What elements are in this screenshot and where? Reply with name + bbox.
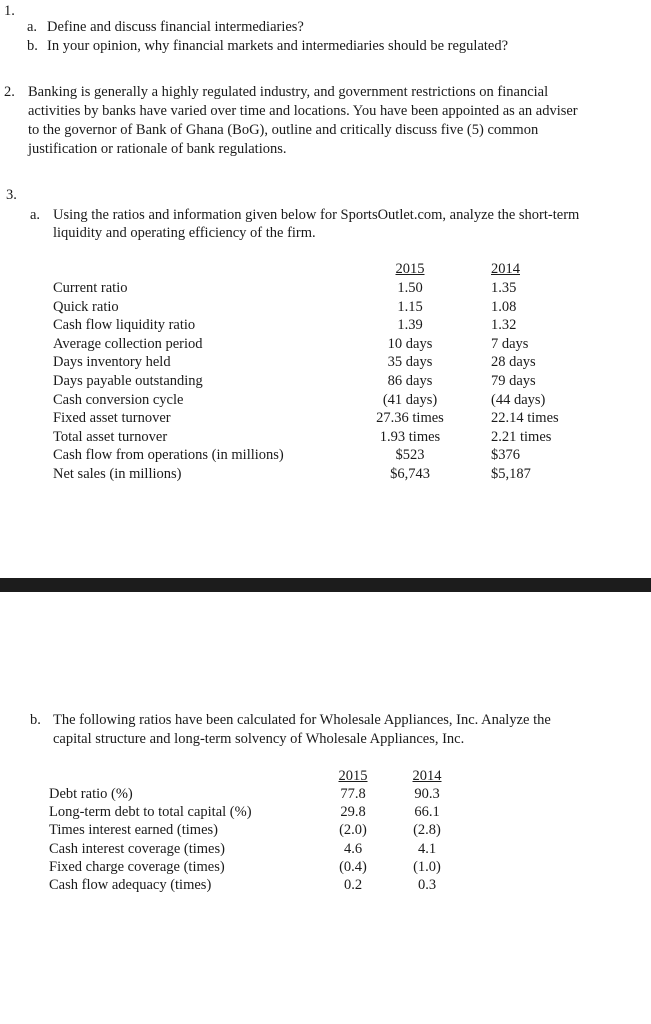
values-2015-column: [318, 785, 388, 894]
question-1-number: 1.: [4, 3, 15, 19]
year-header-2015: 2015: [395, 261, 425, 277]
row-label: Cash flow liquidity ratio: [53, 317, 196, 334]
row-label: Average collection period: [53, 335, 203, 352]
row-labels-column: [53, 279, 284, 484]
value-cell: 1.15: [397, 298, 423, 315]
row-label: Current ratio: [53, 280, 128, 296]
value-cell: (2.8): [413, 822, 441, 839]
question-2-line: justification or rationale of bank regulations.: [28, 141, 287, 157]
year-header-2014: 2014: [491, 261, 520, 277]
question-2-number: 2.: [4, 84, 15, 100]
row-label: Days inventory held: [53, 354, 171, 371]
value-cell: 86 days: [387, 372, 433, 389]
row-label: Cash conversion cycle: [53, 391, 184, 408]
row-label: Cash flow adequacy (times): [49, 876, 212, 893]
value-cell: 0.2: [343, 876, 363, 893]
row-label: Fixed charge coverage (times): [49, 858, 225, 875]
value-cell: $376: [491, 447, 520, 464]
value-cell: 1.35: [491, 280, 517, 296]
value-cell: 10 days: [387, 335, 433, 352]
question-3-number: 3.: [6, 187, 17, 203]
question-1a-label: a.: [27, 19, 38, 35]
row-label: Cash flow from operations (in millions): [53, 447, 284, 464]
value-cell: 35 days: [387, 354, 433, 371]
value-cell: 77.8: [340, 786, 366, 802]
value-cell: (2.0): [339, 822, 367, 839]
values-2015-column: [350, 279, 470, 484]
question-3b-line: The following ratios have been calculated for Wholesale Appliances, Inc. Analyze the: [53, 712, 551, 728]
row-label: Long-term debt to total capital (%): [49, 804, 252, 821]
question-3b-line: capital structure and long-term solvency of Wholesale Appliances, Inc.: [53, 731, 465, 747]
value-cell: 79 days: [491, 372, 536, 389]
row-label: Days payable outstanding: [53, 372, 203, 389]
value-cell: 66.1: [414, 804, 440, 821]
row-label: Cash interest coverage (times): [49, 840, 225, 857]
page-divider: [0, 578, 651, 592]
value-cell: 28 days: [491, 354, 536, 371]
row-label: Fixed asset turnover: [53, 410, 171, 427]
value-cell: 1.50: [397, 280, 423, 296]
question-1b-label: b.: [27, 38, 38, 54]
year-header-2015: 2015: [338, 768, 368, 784]
value-cell: 27.36 times: [376, 410, 444, 427]
row-label: Total asset turnover: [53, 428, 168, 445]
row-label: Debt ratio (%): [49, 786, 133, 802]
value-cell: 22.14 times: [491, 410, 559, 427]
value-cell: 90.3: [414, 786, 440, 802]
value-cell: 7 days: [491, 335, 529, 352]
question-3b-label: b.: [30, 712, 41, 728]
question-3a-line: liquidity and operating efficiency of the firm.: [53, 225, 316, 241]
value-cell: $5,187: [491, 465, 531, 482]
row-labels-column: [49, 785, 252, 894]
value-cell: (1.0): [413, 858, 441, 875]
row-label: Quick ratio: [53, 298, 119, 315]
value-cell: $523: [395, 447, 425, 464]
value-cell: 0.3: [417, 876, 437, 893]
value-cell: (44 days): [491, 391, 546, 408]
value-cell: 1.39: [397, 317, 423, 334]
value-cell: $6,743: [390, 465, 430, 482]
value-cell: 29.8: [340, 804, 366, 821]
question-1a-text: Define and discuss financial intermediaries?: [47, 19, 304, 35]
question-2-line: to the governor of Bank of Ghana (BoG), outline and critically discuss five (5) common: [28, 122, 539, 138]
question-1b-text: In your opinion, why financial markets and intermediaries should be regulated?: [47, 38, 509, 54]
value-cell: 1.32: [491, 317, 517, 334]
value-cell: 1.08: [491, 298, 517, 315]
question-2-line: activities by banks have varied over time and locations. You have been appointed as an adviser: [28, 103, 578, 119]
values-2014-column: [392, 785, 462, 894]
question-3a-line: Using the ratios and information given below for SportsOutlet.com, analyze the short-term: [53, 207, 580, 223]
value-cell: 4.1: [417, 840, 437, 857]
value-cell: 1.93 times: [379, 428, 441, 445]
year-header-2014: 2014: [412, 768, 442, 784]
value-cell: (0.4): [339, 858, 367, 875]
row-label: Times interest earned (times): [49, 822, 218, 839]
values-2014-column: [491, 279, 559, 484]
value-cell: 4.6: [343, 840, 363, 857]
question-2-line: Banking is generally a highly regulated industry, and government restrictions on financial: [28, 84, 549, 100]
question-3a-label: a.: [30, 207, 41, 223]
row-label: Net sales (in millions): [53, 465, 182, 482]
value-cell: (41 days): [382, 391, 438, 408]
value-cell: 2.21 times: [491, 428, 552, 445]
